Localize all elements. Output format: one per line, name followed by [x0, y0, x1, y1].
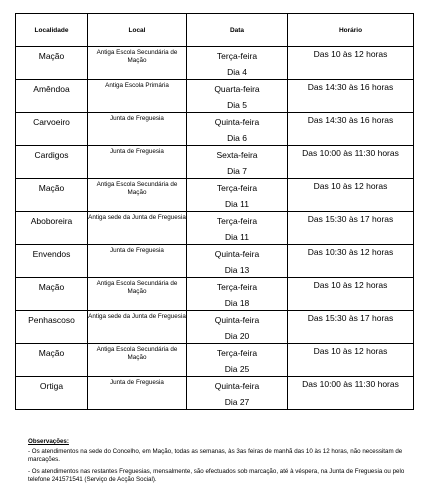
- cell-localidade: [16, 245, 88, 278]
- weekday-text: Sexta-feira: [216, 150, 258, 160]
- day-text: Dia 11: [225, 232, 249, 242]
- day-text: Dia 13: [224, 265, 250, 275]
- cell-localidade: [16, 311, 88, 344]
- cell-localidade: [16, 212, 88, 245]
- localidade-text: Cardigos: [34, 150, 69, 160]
- observations-title: Observações:: [28, 438, 69, 445]
- hours-text: Das 10 às 12 horas: [313, 49, 388, 59]
- table-row: [16, 344, 414, 377]
- day-text: Dia 20: [224, 331, 250, 341]
- table-row: [16, 47, 414, 80]
- table-row: [16, 311, 414, 344]
- cell-localidade: [16, 80, 88, 113]
- weekday-text: Quinta-feira: [214, 381, 260, 391]
- cell-localidade: [16, 278, 88, 311]
- cell-horario: [288, 245, 414, 278]
- cell-local: [88, 377, 187, 410]
- cell-localidade: [16, 377, 88, 410]
- weekday-text: Quinta-feira: [214, 315, 260, 325]
- localidade-text: Ortiga: [39, 381, 64, 391]
- day-text: Dia 18: [224, 298, 250, 308]
- table-body: [16, 47, 414, 410]
- day-text: Dia 25: [224, 364, 250, 374]
- localidade-text: Mação: [38, 51, 65, 61]
- header-data: Data: [187, 14, 288, 47]
- weekday-text: Quinta-feira: [214, 117, 260, 127]
- localidade-text: Aboboreira: [30, 216, 73, 226]
- cell-data: [187, 344, 288, 377]
- cell-horario: [288, 278, 414, 311]
- cell-data: [187, 113, 288, 146]
- localidade-text: Amêndoa: [33, 84, 70, 94]
- schedule-table: [15, 13, 414, 410]
- observation-note: - Os atendimentos nas restantes Freguesias, mensalmente, são efectuados sob marcação, até à véspera, na Junta de Freguesia ou pelo telefone 241571541 (Serviço de Acção Social).: [28, 467, 405, 483]
- cell-data: [187, 377, 288, 410]
- cell-horario: [288, 344, 414, 377]
- localidade-text: Mação: [38, 282, 65, 292]
- cell-horario: [288, 212, 414, 245]
- hours-text: Das 10 às 12 horas: [313, 181, 388, 191]
- hours-text: Das 14:30 às 16 horas: [307, 115, 394, 125]
- localidade-text: Mação: [38, 348, 65, 358]
- hours-text: Das 15:30 às 17 horas: [307, 214, 394, 224]
- cell-data: [187, 278, 288, 311]
- weekday-text: Terça-feira: [216, 216, 258, 226]
- hours-text: Das 10 às 12 horas: [313, 280, 388, 290]
- cell-local: [88, 278, 187, 311]
- hours-text: Das 14:30 às 16 horas: [307, 82, 394, 92]
- local-text: Junta de Freguesia: [110, 148, 164, 155]
- local-text: Antiga Escola Secundária de Mação: [96, 49, 178, 64]
- cell-local: [88, 245, 187, 278]
- local-text: Antiga Escola Secundária de Mação: [96, 181, 178, 196]
- weekday-text: Terça-feira: [216, 51, 258, 61]
- header-local: Local: [88, 14, 187, 47]
- day-text: Dia 5: [227, 100, 247, 110]
- local-text: Antiga Escola Secundária de Mação: [96, 346, 178, 361]
- localidade-text: Penhascoso: [28, 315, 75, 325]
- table-row: [16, 179, 414, 212]
- cell-local: [88, 113, 187, 146]
- weekday-text: Terça-feira: [216, 183, 258, 193]
- cell-local: [88, 311, 187, 344]
- day-text: Dia 27: [224, 397, 250, 407]
- local-text: Junta de Freguesia: [110, 115, 164, 122]
- local-text: Antiga sede da Junta de Freguesia: [88, 313, 186, 320]
- local-text: Junta de Freguesia: [110, 247, 164, 254]
- header-horario: Horário: [288, 14, 414, 47]
- cell-local: [88, 146, 187, 179]
- table-row: [16, 113, 414, 146]
- cell-local: [88, 212, 187, 245]
- table-row: [16, 278, 414, 311]
- day-text: Dia 6: [227, 133, 247, 143]
- cell-horario: [288, 377, 414, 410]
- cell-data: [187, 245, 288, 278]
- weekday-text: Quarta-feira: [214, 84, 260, 94]
- localidade-text: Envendos: [32, 249, 71, 259]
- cell-data: [187, 146, 288, 179]
- local-text: Antiga Escola Secundária de Mação: [96, 280, 178, 295]
- weekday-text: Terça-feira: [216, 282, 258, 292]
- hours-text: Das 10:30 às 12 horas: [307, 247, 394, 257]
- day-text: Dia 4: [227, 67, 247, 77]
- observations: [28, 438, 408, 487]
- hours-text: Das 10:00 às 11:30 horas: [302, 379, 399, 389]
- weekday-text: Quinta-feira: [214, 249, 260, 259]
- cell-horario: [288, 146, 414, 179]
- table-row: [16, 377, 414, 410]
- cell-localidade: [16, 113, 88, 146]
- cell-horario: [288, 80, 414, 113]
- cell-data: [187, 179, 288, 212]
- cell-localidade: [16, 344, 88, 377]
- local-text: Antiga sede da Junta de Freguesia: [88, 214, 186, 221]
- cell-local: [88, 47, 187, 80]
- localidade-text: Carvoeiro: [33, 117, 70, 127]
- cell-localidade: [16, 146, 88, 179]
- local-text: Antiga Escola Primária: [105, 82, 169, 89]
- table-row: [16, 212, 414, 245]
- cell-horario: [288, 113, 414, 146]
- cell-data: [187, 80, 288, 113]
- cell-data: [187, 311, 288, 344]
- table-row: [16, 146, 414, 179]
- cell-data: [187, 47, 288, 80]
- local-text: Junta de Freguesia: [110, 379, 164, 386]
- hours-text: Das 10 às 12 horas: [313, 346, 388, 356]
- hours-text: Das 10:00 às 11:30 horas: [302, 148, 399, 158]
- cell-data: [187, 212, 288, 245]
- cell-local: [88, 179, 187, 212]
- table-row: [16, 245, 414, 278]
- cell-localidade: [16, 179, 88, 212]
- cell-horario: [288, 311, 414, 344]
- table-row: [16, 80, 414, 113]
- localidade-text: Mação: [38, 183, 65, 193]
- cell-localidade: [16, 47, 88, 80]
- cell-local: [88, 344, 187, 377]
- observation-note: - Os atendimentos na sede do Concelho, em Mação, todas as semanas, às 3as feiras de manhã das 10 às 12 horas, não necessitam de marcações.: [28, 448, 403, 464]
- hours-text: Das 15:30 às 17 horas: [307, 313, 394, 323]
- weekday-text: Terça-feira: [216, 348, 258, 358]
- cell-local: [88, 80, 187, 113]
- table-header-row: [16, 14, 414, 47]
- header-localidade: Localidade: [16, 14, 88, 47]
- day-text: Dia 11: [225, 199, 249, 209]
- cell-horario: [288, 179, 414, 212]
- cell-horario: [288, 47, 414, 80]
- day-text: Dia 7: [227, 166, 247, 176]
